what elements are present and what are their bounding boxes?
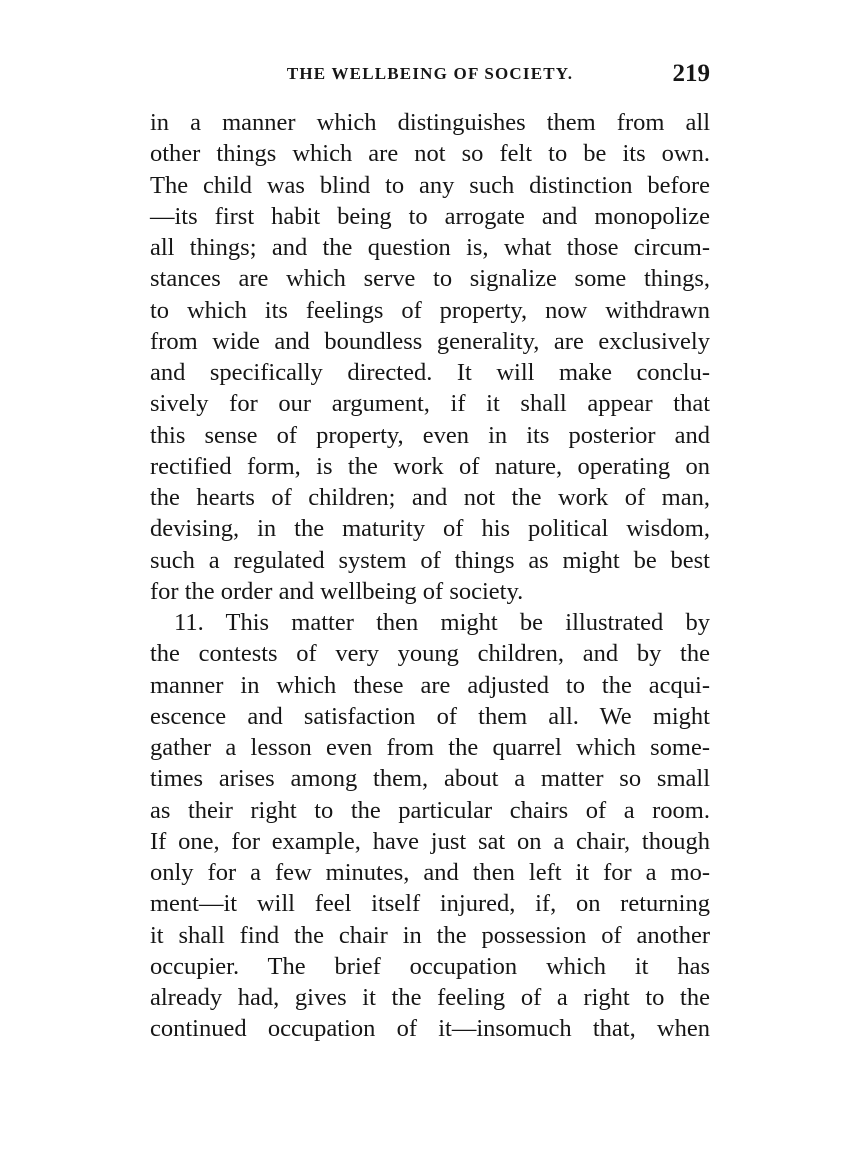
paragraph-first-line: 11. This matter then might be illustrated by — [174, 609, 710, 636]
text-line: If one, for example, have just sat on a chair, though — [150, 827, 710, 855]
text-line: escence and satisfaction of them all. We might — [150, 702, 710, 730]
paragraph-last-line: for the order and wellbeing of society. — [150, 577, 524, 605]
text-line: only for a few minutes, and then left it for a mo- — [150, 859, 710, 886]
body-text — [150, 107, 710, 1045]
running-head — [150, 60, 710, 94]
text-line: already had, gives it the feeling of a right to the — [150, 984, 710, 1011]
text-line: times arises among them, about a matter so small — [150, 765, 710, 793]
running-title: THE WELLBEING OF SOCIETY. — [286, 64, 574, 83]
text-line: —its first habit being to arrogate and monopolize — [150, 202, 710, 230]
text-line: ment—it will feel itself injured, if, on returning — [150, 890, 710, 918]
text-line: and specifically directed. It will make conclu- — [150, 359, 710, 386]
text-line: occupier. The brief occupation which it has — [150, 952, 710, 980]
text-line: all things; and the question is, what those circum- — [150, 234, 710, 261]
text-line: as their right to the particular chairs of a room. — [150, 796, 710, 824]
text-line: this sense of property, even in its posterior and — [150, 421, 710, 449]
text-line: such a regulated system of things as might be best — [150, 546, 710, 574]
text-line: sively for our argument, if it shall appear that — [150, 390, 710, 418]
text-line: continued occupation of it—insomuch that, when — [150, 1015, 710, 1043]
text-line: The child was blind to any such distinction before — [150, 171, 710, 199]
text-line: rectified form, is the work of nature, operating on — [150, 452, 710, 480]
text-line: the hearts of children; and not the work of man, — [150, 484, 710, 511]
text-line: manner in which these are adjusted to the acqui- — [150, 671, 710, 699]
text-line: in a manner which distinguishes them from all — [150, 109, 710, 136]
text-line: to which its feelings of property, now withdrawn — [150, 296, 710, 324]
text-line: from wide and boundless generality, are exclusively — [150, 327, 710, 355]
text-line: it shall find the chair in the possession of another — [150, 921, 710, 949]
text-line: devising, in the maturity of his political wisdom, — [150, 515, 710, 543]
text-line: the contests of very young children, and by the — [150, 640, 710, 668]
page-number: 219 — [672, 60, 710, 87]
text-line: other things which are not so felt to be its own. — [150, 140, 710, 168]
text-line: stances are which serve to signalize some things, — [150, 265, 710, 293]
text-line: gather a lesson even from the quarrel which some- — [150, 734, 710, 761]
